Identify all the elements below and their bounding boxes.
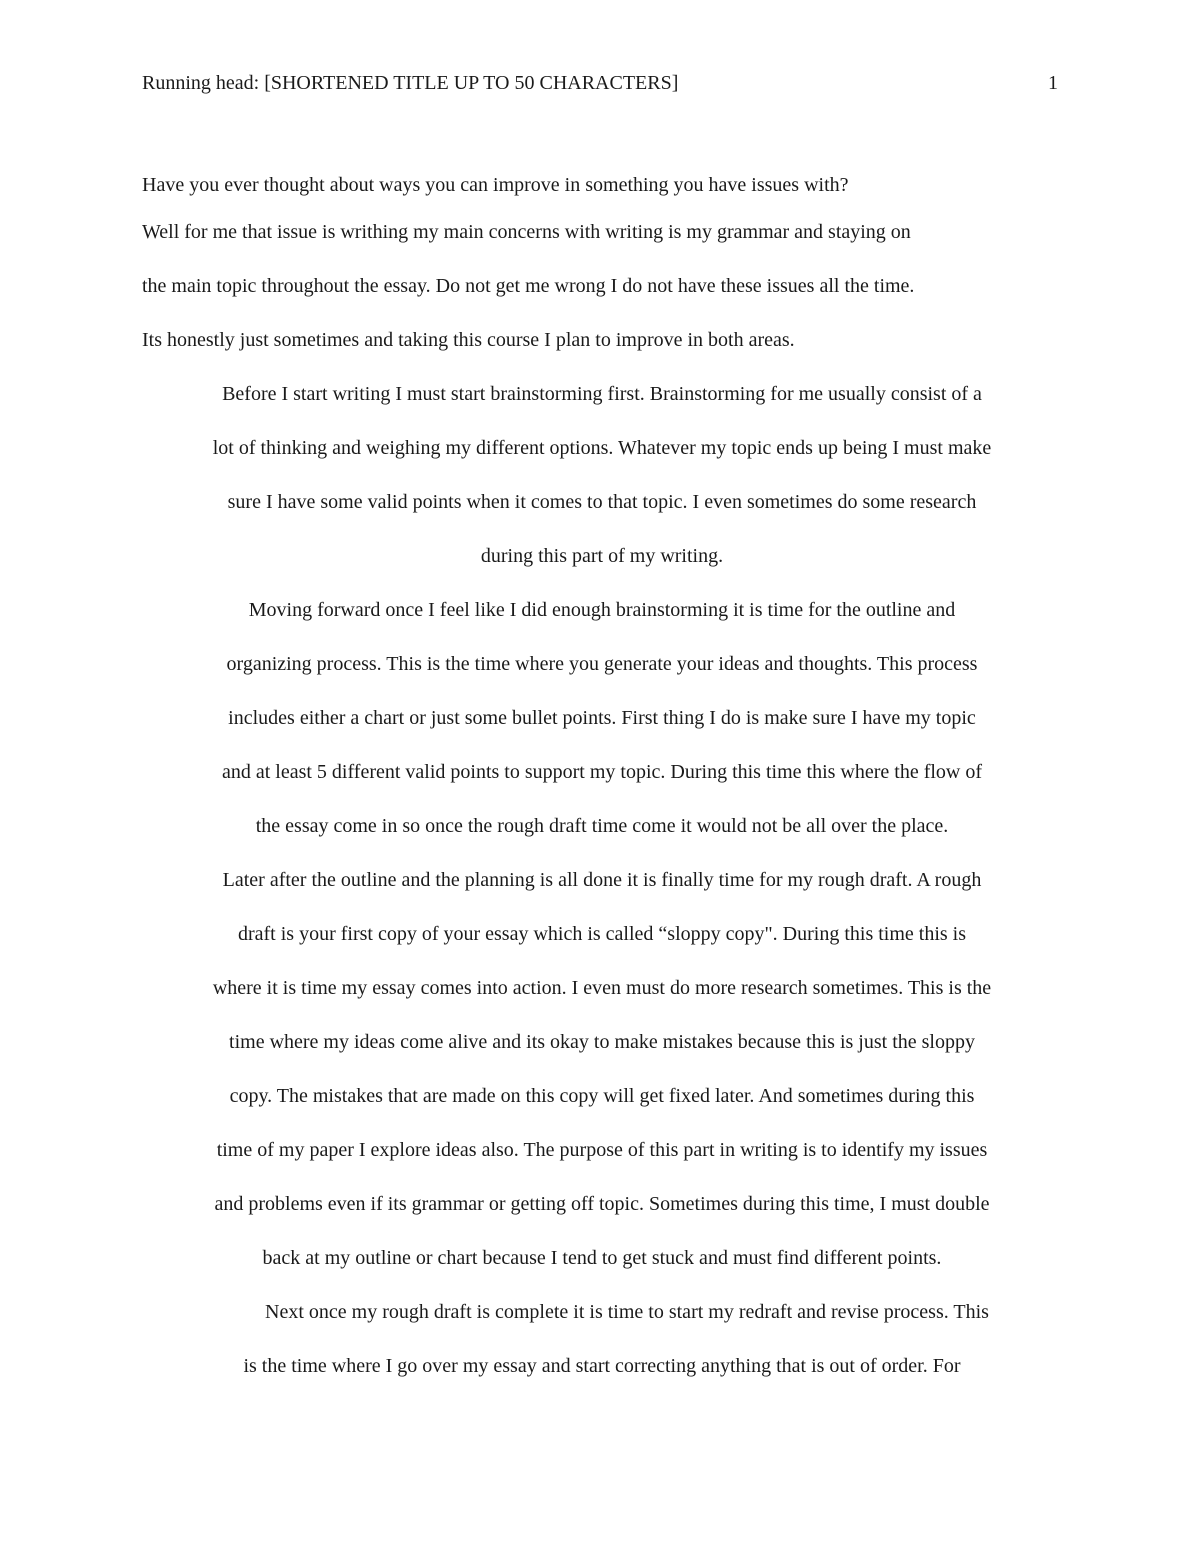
body-line: Before I start writing I must start brainstorming first. Brainstorming for me usually consist of a: [222, 383, 982, 405]
body-line: the main topic throughout the essay. Do not get me wrong I do not have these issues all the time.: [142, 275, 915, 297]
body-line: the essay come in so once the rough draft time come it would not be all over the place.: [255, 815, 949, 837]
running-head: Running head: [SHORTENED TITLE UP TO 50 CHARACTERS]: [142, 72, 679, 94]
body-line: draft is your first copy of your essay which is called “sloppy copy". During this time this is: [237, 923, 967, 945]
body-line: lot of thinking and weighing my different options. Whatever my topic ends up being I must make: [212, 437, 992, 459]
body-line: is the time where I go over my essay and start correcting anything that is out of order. For: [243, 1355, 961, 1377]
body-line: back at my outline or chart because I tend to get stuck and must find different points.: [262, 1247, 942, 1269]
body-line: during this part of my writing.: [480, 545, 724, 567]
body-line: and problems even if its grammar or getting off topic. Sometimes during this time, I must double: [214, 1193, 990, 1215]
body-line: Moving forward once I feel like I did enough brainstorming it is time for the outline and: [248, 599, 956, 621]
body-line: where it is time my essay comes into action. I even must do more research sometimes. This is the: [212, 977, 992, 999]
body-line: sure I have some valid points when it comes to that topic. I even sometimes do some research: [227, 491, 977, 513]
page-number: 1: [1048, 72, 1058, 94]
body-line: and at least 5 different valid points to support my topic. During this time this where the flow of: [221, 761, 983, 783]
body-line: Its honestly just sometimes and taking this course I plan to improve in both areas.: [142, 329, 795, 351]
body-line: Well for me that issue is writhing my main concerns with writing is my grammar and staying on: [142, 221, 911, 243]
body-line: Have you ever thought about ways you can improve in something you have issues with?: [142, 174, 849, 196]
body-line: Later after the outline and the planning is all done it is finally time for my rough draft. A rough: [222, 869, 982, 891]
body-line: Next once my rough draft is complete it is time to start my redraft and revise process. This: [265, 1301, 989, 1323]
essay-body: [142, 165, 1062, 1393]
body-line: time of my paper I explore ideas also. The purpose of this part in writing is to identify my issues: [216, 1139, 988, 1161]
body-line: includes either a chart or just some bullet points. First thing I do is make sure I have my topic: [228, 707, 976, 729]
body-line: time where my ideas come alive and its okay to make mistakes because this is just the sloppy: [229, 1031, 975, 1053]
body-line: copy. The mistakes that are made on this copy will get fixed later. And sometimes during this: [229, 1085, 975, 1107]
body-line: organizing process. This is the time where you generate your ideas and thoughts. This process: [226, 653, 978, 675]
page-header: [142, 72, 1058, 102]
